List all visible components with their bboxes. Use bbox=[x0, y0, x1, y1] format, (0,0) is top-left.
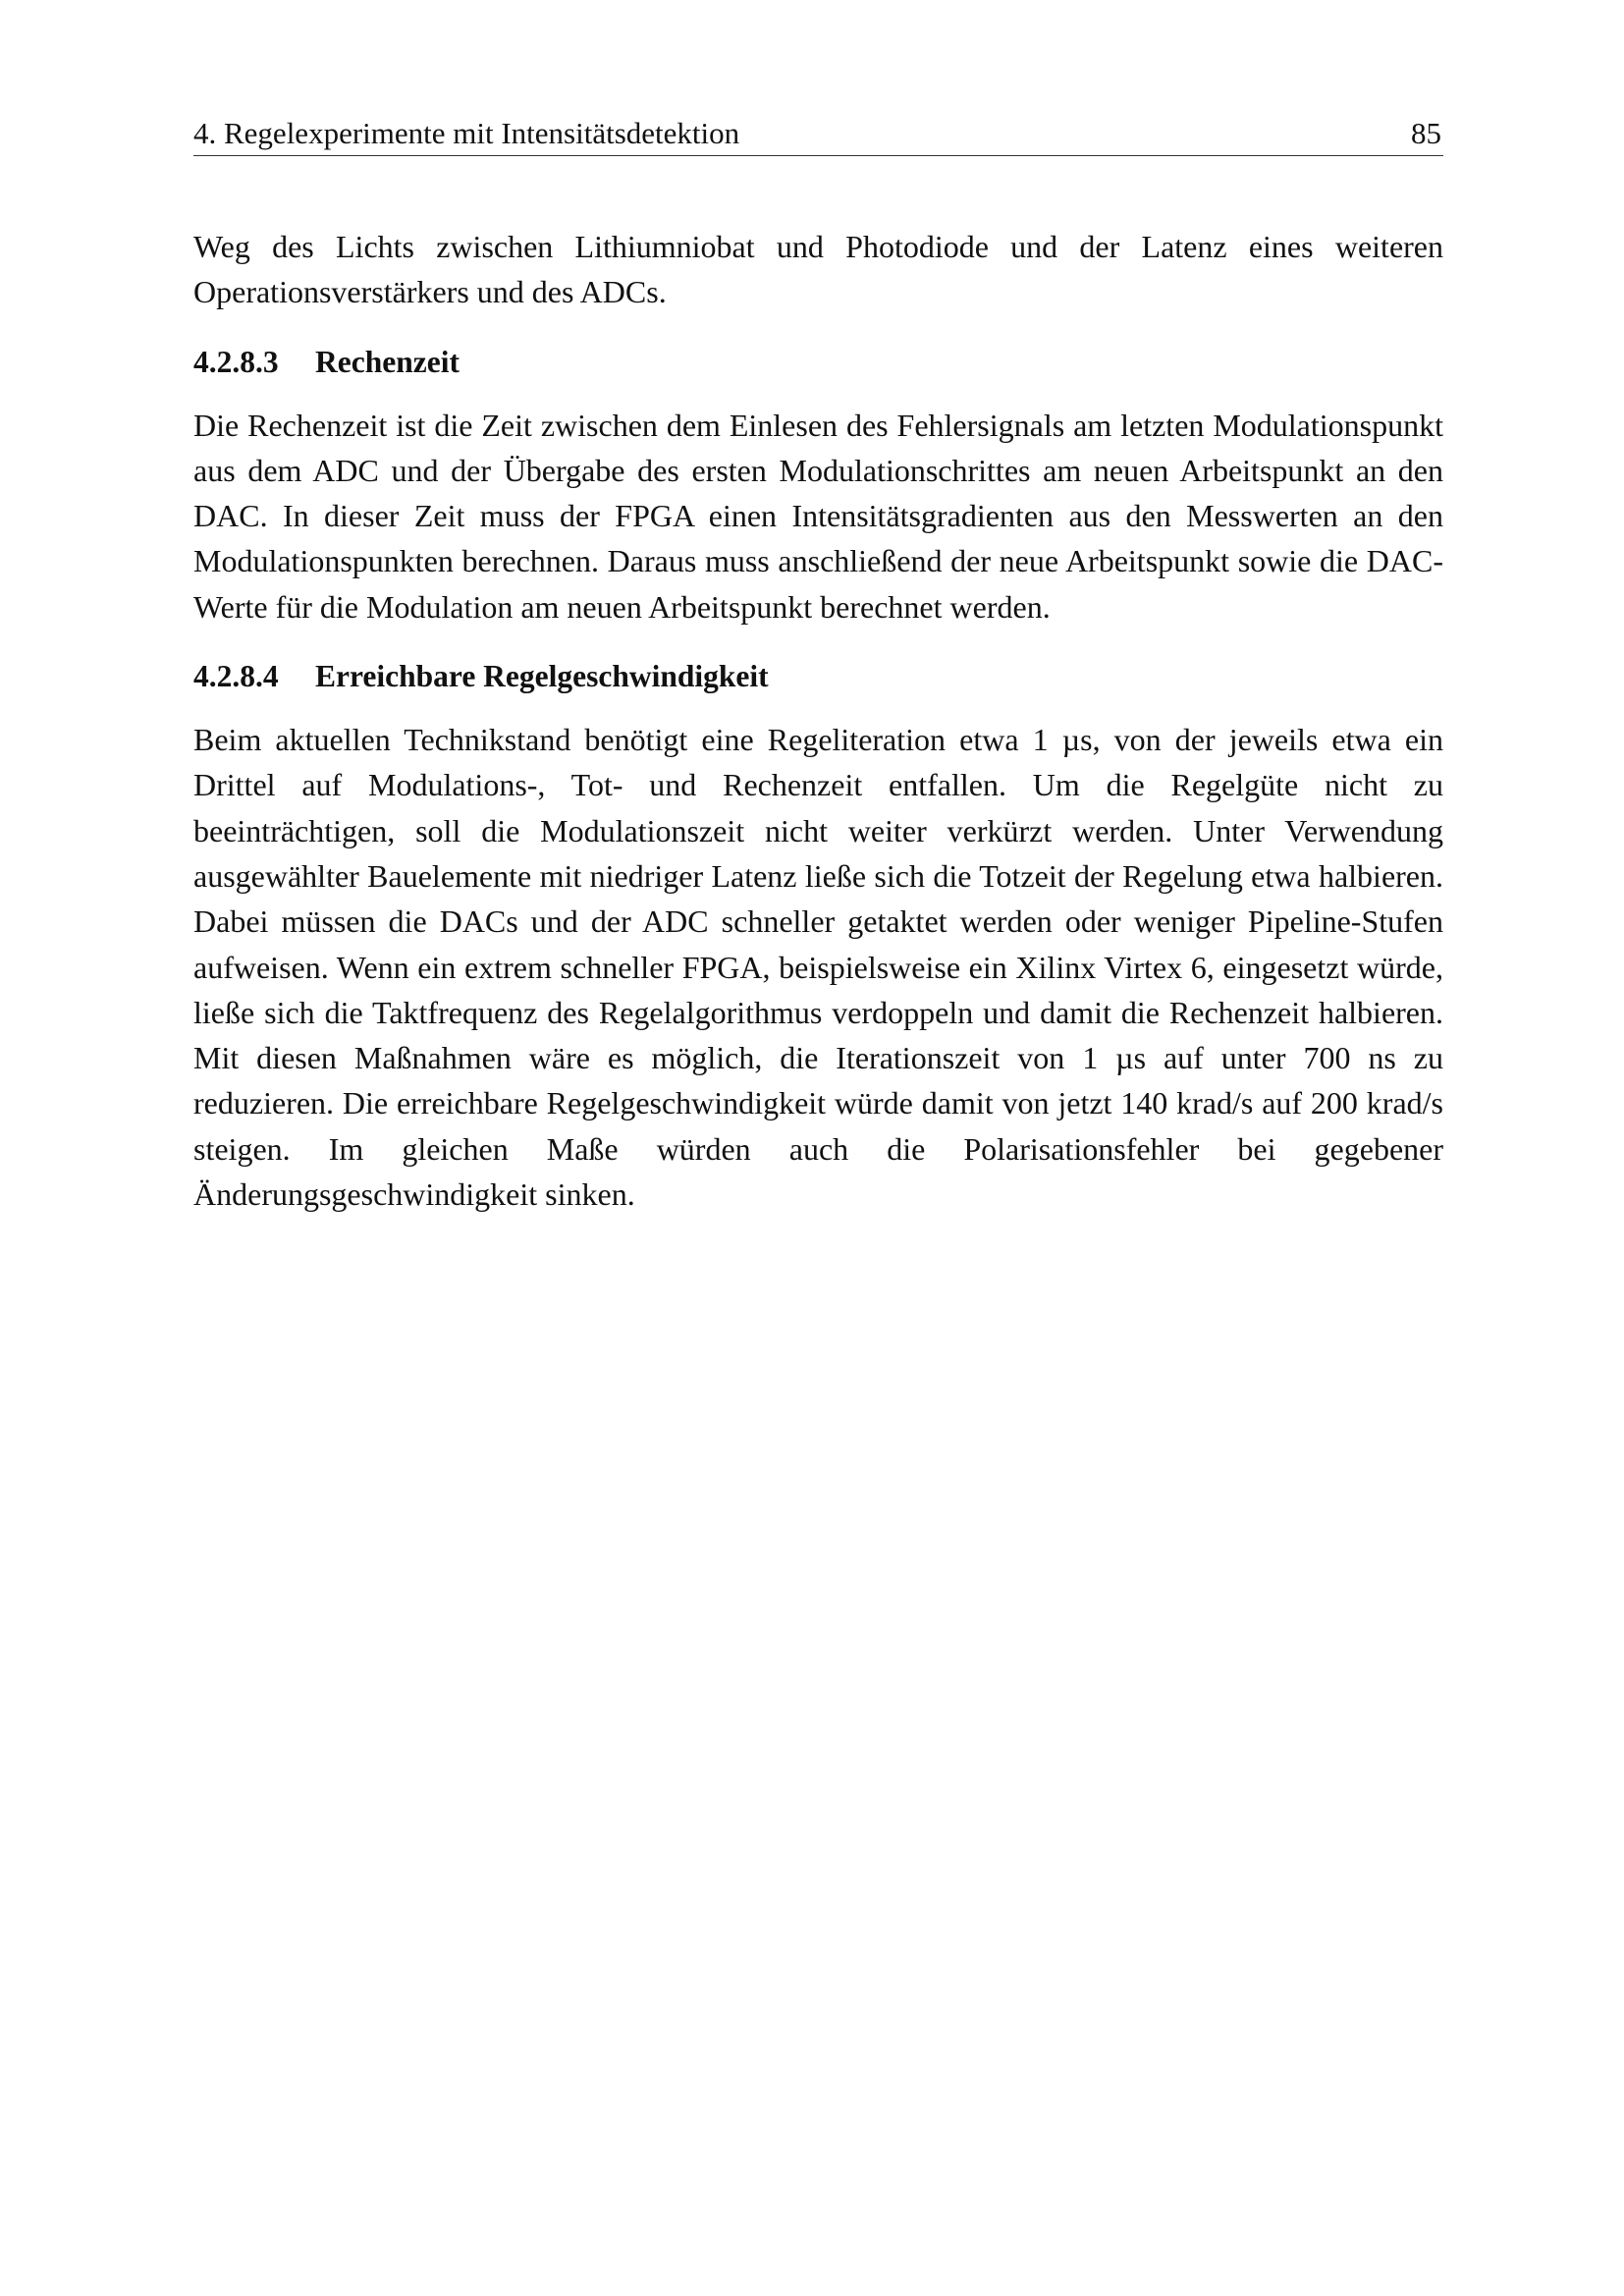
section-heading-regelgeschwindigkeit bbox=[193, 657, 1443, 696]
section-heading-rechenzeit bbox=[193, 343, 1443, 382]
chapter-title: 4. Regelexperimente mit Intensitätsdetektion bbox=[193, 116, 740, 150]
intro-paragraph: Weg des Lichts zwischen Lithiumniobat und Photodiode und der Latenz eines weiteren Operationsverstärkers und des ADCs. bbox=[193, 229, 1443, 310]
section-title: Erreichbare Regelgeschwindigkeit bbox=[315, 659, 769, 694]
section-number: 4.2.8.3 bbox=[193, 344, 279, 379]
section-title: Rechenzeit bbox=[315, 344, 460, 379]
regelgeschwindigkeit-paragraph: Beim aktuellen Technikstand benötigt eine Regeliteration etwa 1 µs, von der jeweils etwa ein Drittel auf Modulations-, Tot- und Rechenzeit entfallen. Um die Regelgüte nicht zu beeinträchtigen, soll die Modulationszeit nicht weiter verkürzt werden. Unter Verwendung ausgewählter Bauelemente mit niedriger Latenz ließe sich die Totzeit der Regelung etwa halbieren. Dabei müssen die DACs und der ADC schneller getaktet werden oder weniger Pipeline-Stufen aufweisen. Wenn ein extrem schneller FPGA, beispielsweise ein Xilinx Virtex 6, eingesetzt würde, ließe sich die Taktfrequenz des Regelalgorithmus verdoppeln und damit die Rechenzeit halbieren. Mit diesen Maßnahmen wäre es möglich, die Iterationszeit von 1 µs auf unter 700 ns zu reduzieren. Die erreichbare Regelgeschwindigkeit würde damit von jetzt 140 krad/s auf 200 krad/s steigen. Im gleichen Maße würden auch die Polarisationsfehler bei gegebener Änderungsgeschwindigkeit sinken. bbox=[193, 722, 1443, 1213]
page-number: 85 bbox=[1411, 116, 1441, 150]
body-text bbox=[193, 224, 1443, 1217]
section-number: 4.2.8.4 bbox=[193, 659, 279, 694]
running-header bbox=[193, 114, 1443, 156]
rechenzeit-paragraph: Die Rechenzeit ist die Zeit zwischen dem Einlesen des Fehlersignals am letzten Modulationspunkt aus dem ADC und der Übergabe des ersten Modulationschrittes am neuen Arbeitspunkt an den DAC. In dieser Zeit muss der FPGA einen Intensitätsgradienten aus den Messwerten an den Modulationspunkten berechnen. Daraus muss anschließend der neue Arbeitspunkt sowie die DAC-Werte für die Modulation am neuen Arbeitspunkt berechnet werden. bbox=[193, 407, 1443, 625]
